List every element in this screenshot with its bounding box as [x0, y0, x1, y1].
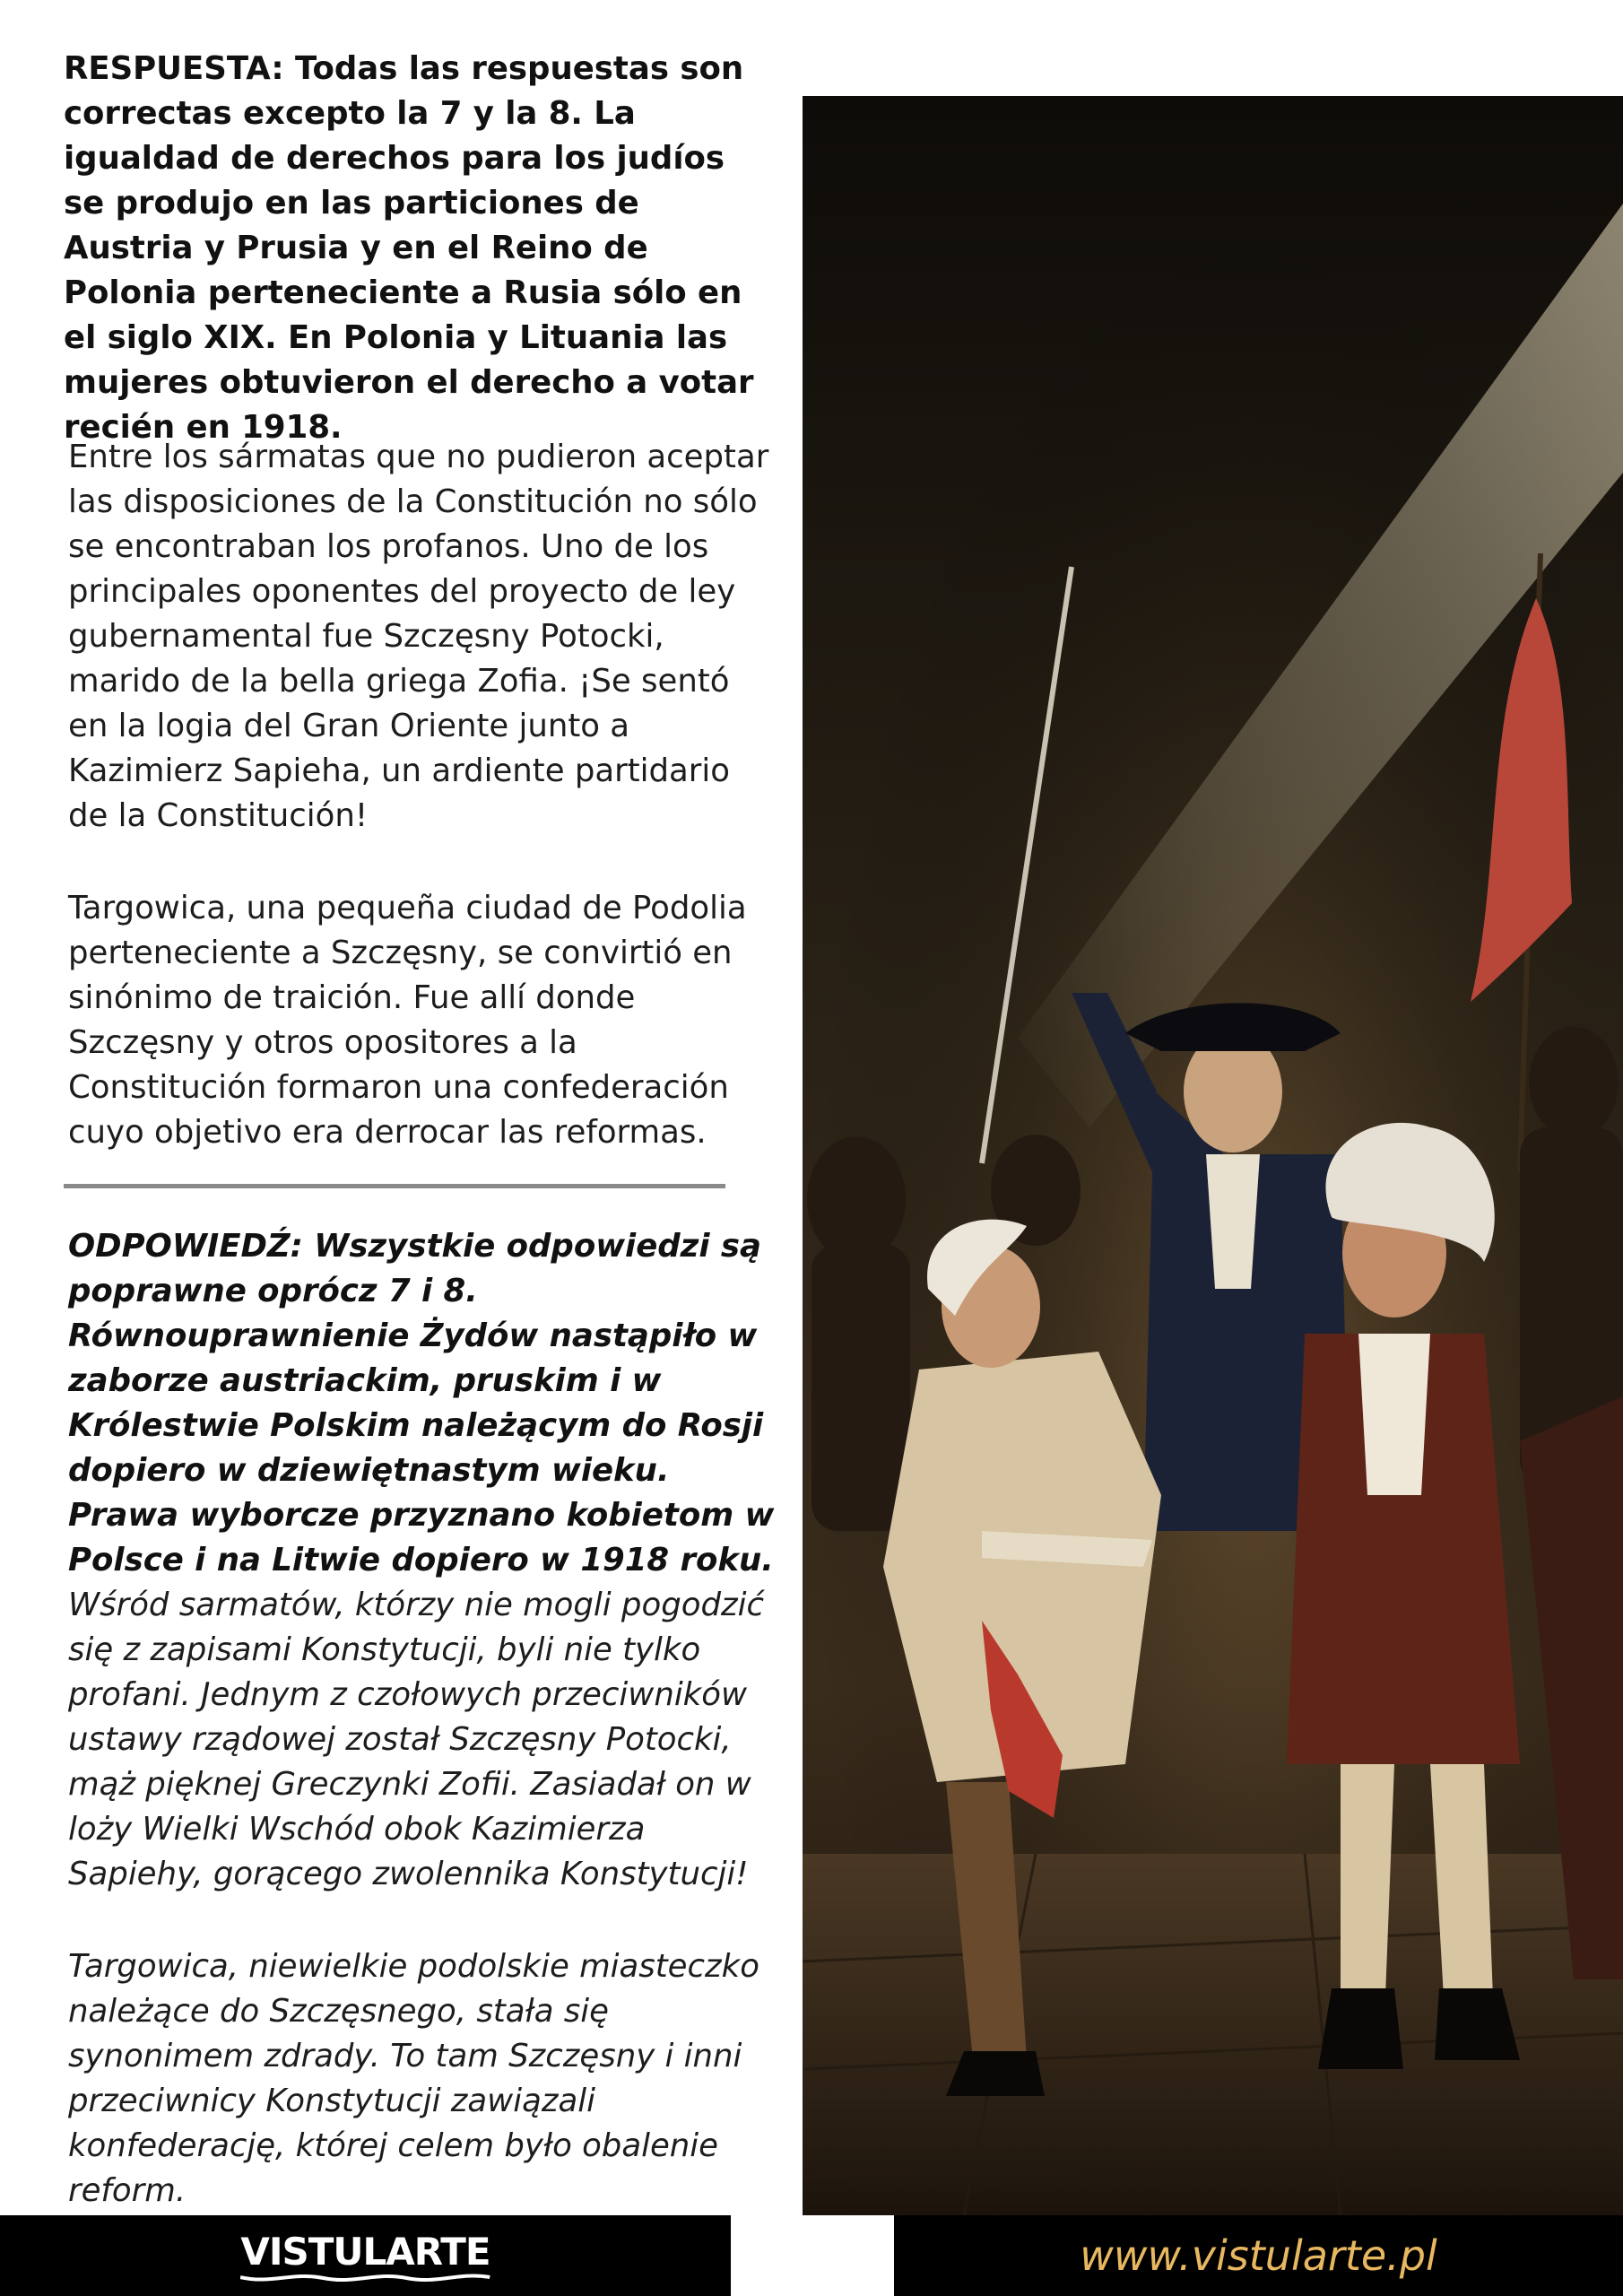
logo-wave-icon — [240, 2272, 490, 2284]
footer-website-bar — [894, 2215, 1623, 2296]
historical-painting — [803, 96, 1623, 2215]
polish-paragraph-1: Wśród sarmatów, którzy nie mogli pogodzić się z zapisami Konstytucji, byli nie tylko profani. Jednym z czołowych przeciwników ustawy rządowej został Szczęsny Potocki, mąż pięknej Greczynki Zofii. Zasiadał on w loży Wielki Wschód obok Kazimierza Sapiehy, gorącego zwolennika Konstytucji! — [68, 1587, 764, 1892]
spanish-answer: RESPUESTA: Todas las respuestas son correctas excepto la 7 y la 8. La igualdad de derechos para los judíos se produjo en las particiones de Austria y Prusia y en el Reino de Polonia perteneciente a Rusia sólo en el siglo XIX. En Polonia y Lituania las mujeres obtuvieron el derecho a votar recién en 1918. — [64, 50, 754, 446]
polish-answer: ODPOWIEDŹ: Wszystkie odpowiedzi są poprawne oprócz 7 i 8. Równouprawnienie Żydów nastąpiło w zaborze austriackim, pruskim i w Królestwie Polskim należącym do Rosji dopiero w dziewiętnastym wieku. Prawa wyborcze przyznano kobietom w Polsce i na Litwie dopiero w 1918 roku. — [68, 1228, 775, 1578]
logo-text: VISTULARTE — [240, 2229, 490, 2274]
spanish-paragraph-1: Entre los sármatas que no pudieron aceptar las disposiciones de la Constitución no sólo se encontraban los profanos. Uno de los principales oponentes del proyecto de ley gubernamental fue Szczęsny Potocki, marido de la bella griega Zofia. ¡Se sentó en la logia del Gran Oriente junto a Kazimierz Sapieha, un ardiente partidario de la Constitución! — [68, 439, 769, 834]
polish-paragraph-2: Targowica, niewielkie podolskie miasteczko należące do Szczęsnego, stała się synonimem zdrady. To tam Szczęsny i inni przeciwnicy Konstytucji zawiązali konfederację, której celem było obalenie reform. — [68, 1948, 759, 2209]
section-divider — [64, 1184, 725, 1188]
website-link[interactable]: www.vistularte.pl — [1080, 2231, 1437, 2280]
spanish-paragraph-2: Targowica, una pequeña ciudad de Podolia perteneciente a Szczęsny, se convirtió en sinónimo de traición. Fue allí donde Szczęsny y otros opositores a la Constitución formaron una confederación cuyo objetivo era derrocar las reformas. — [68, 890, 747, 1151]
footer-logo-bar — [0, 2215, 731, 2296]
vistularte-logo[interactable] — [240, 2230, 490, 2283]
